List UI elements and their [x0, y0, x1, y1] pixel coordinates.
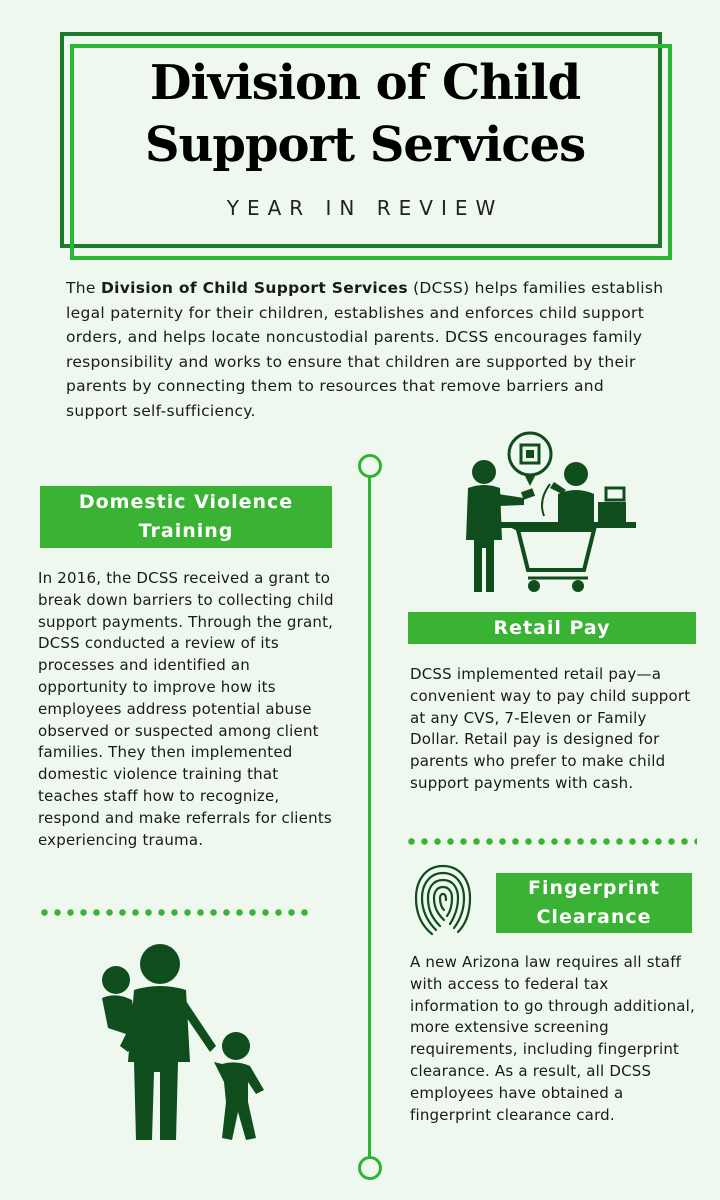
intro-lead: The	[66, 279, 101, 297]
fingerprint-icon	[412, 862, 474, 938]
dotted-divider-left	[38, 909, 314, 916]
retail-pay-heading: Retail Pay	[408, 612, 696, 644]
page-title: Division of Child Support Services	[144, 55, 586, 173]
page-subtitle: YEAR IN REVIEW	[226, 196, 504, 220]
timeline-node-bottom	[358, 1156, 382, 1180]
retail-payment-icon	[458, 430, 638, 595]
domestic-violence-text: In 2016, the DCSS received a grant to break down barriers to collecting child support payments. Through the grant, DCSS conducted a review of its processes and identified an opportunity to improve how its employees address potential abuse observed or suspected among client families. They then implemented domestic violence training that teaches staff how to recognize, respond and make referrals for clients experiencing trauma.	[38, 569, 334, 849]
fingerprint-text: A new Arizona law requires all staff with access to federal tax information to go through additional, more extensive screening requirements, including fingerprint clearance. As a result, all DCSS employees have obtained a fingerprint clearance card.	[410, 953, 696, 1124]
fingerprint-heading: Fingerprint Clearance	[496, 873, 692, 933]
domestic-violence-heading: Domestic Violence Training	[40, 486, 332, 548]
dotted-divider-right	[405, 838, 697, 845]
intro-text: (DCSS) helps families establish legal paternity for their children, establishes and enforces child support orders, and helps locate noncustodial parents. DCSS encourages family responsibility and works to ensure that children are supported by their parents by connecting them to resources that remove barriers and support self-sufficiency.	[66, 279, 664, 420]
timeline-line	[368, 474, 371, 1168]
parent-children-icon	[98, 942, 278, 1142]
timeline-node-top	[358, 454, 382, 478]
intro-bold: Division of Child Support Services	[100, 279, 408, 297]
retail-pay-text: DCSS implemented retail pay—a convenient way to pay child support at any CVS, 7-Eleven or Family Dollar. Retail pay is designed for parents who prefer to make child support payments with cash.	[410, 665, 691, 792]
intro-paragraph	[66, 276, 666, 423]
